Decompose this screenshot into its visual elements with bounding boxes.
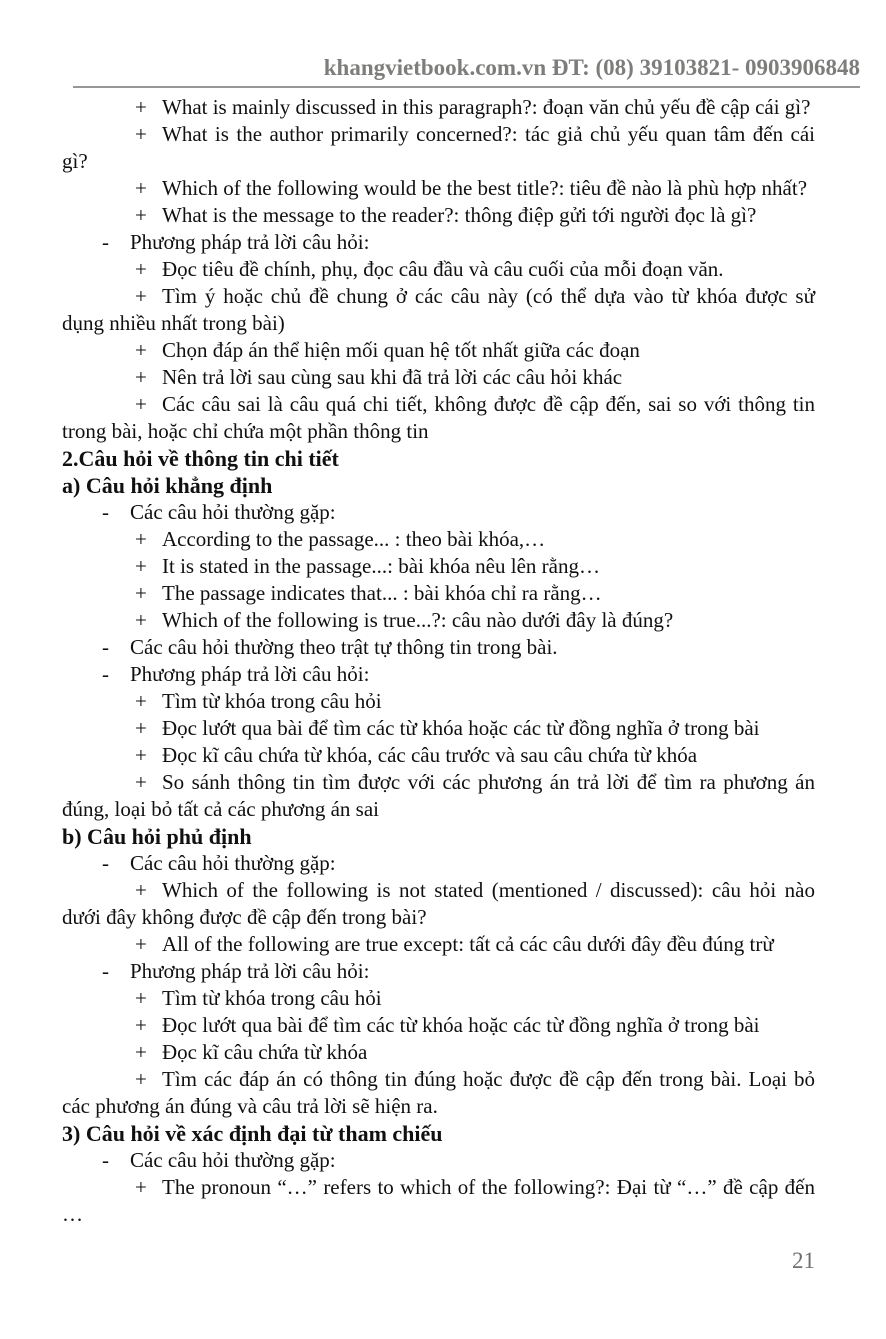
list-item (62, 94, 815, 121)
item-text: Which of the following is true...?: câu nào dưới đây là đúng? (162, 608, 674, 632)
bullet-marker: - (102, 1148, 109, 1172)
list-item (62, 337, 815, 364)
bullet-marker: - (102, 635, 109, 659)
item-text: Đọc tiêu đề chính, phụ, đọc câu đầu và câu cuối của mỗi đoạn văn. (162, 257, 724, 281)
list-item (62, 391, 815, 445)
bullet-marker: + (135, 770, 147, 794)
list-item (62, 931, 815, 958)
bullet-marker: + (135, 689, 147, 713)
item-text: Các câu sai là câu quá chi tiết, không được đề cập đến, sai so với thông tin trong bài, hoặc chỉ chứa một phần thông tin (62, 392, 815, 443)
item-text: According to the passage... : theo bài khóa,… (162, 527, 546, 551)
item-text: Phương pháp trả lời câu hỏi: (130, 230, 370, 254)
bullet-marker: + (135, 365, 147, 389)
list-item (62, 742, 815, 769)
item-text: Các câu hỏi thường theo trật tự thông tin trong bài. (130, 635, 558, 659)
item-text: It is stated in the passage...: bài khóa nêu lên rằng… (162, 554, 600, 578)
list-item (62, 553, 815, 580)
list-item (62, 1039, 815, 1066)
list-item (62, 634, 815, 661)
list-item (62, 256, 815, 283)
list-item (62, 1174, 815, 1228)
item-text: Đọc kĩ câu chứa từ khóa, các câu trước và sau câu chứa từ khóa (162, 743, 698, 767)
list-item (62, 769, 815, 823)
bullet-marker: + (135, 392, 147, 416)
list-item (62, 985, 815, 1012)
bullet-marker: + (135, 1013, 147, 1037)
list-item (62, 121, 815, 175)
item-text: Phương pháp trả lời câu hỏi: (130, 959, 370, 983)
bullet-marker: + (135, 1067, 147, 1091)
bullet-marker: + (135, 1040, 147, 1064)
bullet-marker: + (135, 743, 147, 767)
bullet-marker: + (135, 554, 147, 578)
item-text: a) Câu hỏi khẳng định (62, 473, 273, 498)
item-text: The passage indicates that... : bài khóa chỉ ra rằng… (162, 581, 602, 605)
bullet-marker: - (102, 662, 109, 686)
bullet-marker: + (135, 716, 147, 740)
list-item (62, 607, 815, 634)
section-heading (62, 1120, 815, 1147)
item-text: Which of the following would be the best title?: tiêu đề nào là phù hợp nhất? (162, 176, 808, 200)
item-text: So sánh thông tin tìm được với các phương án trả lời để tìm ra phương án đúng, loại bỏ tất cả các phương án sai (62, 770, 815, 821)
item-text: What is the author primarily concerned?: tác giả chủ yếu quan tâm đến cái gì? (62, 122, 815, 173)
item-text: 2.Câu hỏi về thông tin chi tiết (62, 446, 339, 471)
bullet-marker: + (135, 608, 147, 632)
list-item (62, 850, 815, 877)
item-text: Chọn đáp án thể hiện mối quan hệ tốt nhất giữa các đoạn (162, 338, 640, 362)
item-text: Các câu hỏi thường gặp: (130, 1148, 336, 1172)
item-text: Đọc lướt qua bài để tìm các từ khóa hoặc các từ đồng nghĩa ở trong bài (162, 716, 760, 740)
bullet-marker: + (135, 95, 147, 119)
item-text: Đọc kĩ câu chứa từ khóa (162, 1040, 368, 1064)
section-heading (62, 823, 815, 850)
header-divider (73, 86, 860, 88)
bullet-marker: + (135, 581, 147, 605)
list-item (62, 580, 815, 607)
list-item (62, 364, 815, 391)
bullet-marker: + (135, 203, 147, 227)
list-item (62, 229, 815, 256)
item-text: 3) Câu hỏi về xác định đại từ tham chiếu (62, 1121, 443, 1146)
list-item (62, 175, 815, 202)
list-item (62, 715, 815, 742)
item-text: Các câu hỏi thường gặp: (130, 500, 336, 524)
item-text: Tìm các đáp án có thông tin đúng hoặc được đề cập đến trong bài. Loại bỏ các phương án đúng và câu trả lời sẽ hiện ra. (62, 1067, 815, 1118)
bullet-marker: - (102, 230, 109, 254)
bullet-marker: + (135, 176, 147, 200)
bullet-marker: - (102, 851, 109, 875)
bullet-marker: + (135, 338, 147, 362)
page-number: 21 (792, 1248, 815, 1273)
bullet-marker: + (135, 284, 147, 308)
item-text: Tìm ý hoặc chủ đề chung ở các câu này (có thể dựa vào từ khóa được sử dụng nhiều nhất trong bài) (62, 284, 815, 335)
bullet-marker: + (135, 527, 147, 551)
bullet-marker: + (135, 932, 147, 956)
page-header (73, 55, 860, 81)
list-item (62, 958, 815, 985)
list-item (62, 283, 815, 337)
list-item (62, 1066, 815, 1120)
bullet-marker: + (135, 986, 147, 1010)
list-item (62, 499, 815, 526)
item-text: The pronoun “…” refers to which of the following?: Đại từ “…” đề cập đến … (62, 1175, 815, 1226)
item-text: Which of the following is not stated (mentioned / discussed): câu hỏi nào dưới đây không được đề cập đến trong bài? (62, 878, 815, 929)
item-text: b) Câu hỏi phủ định (62, 824, 252, 849)
item-text: Tìm từ khóa trong câu hỏi (162, 689, 382, 713)
bullet-marker: + (135, 257, 147, 281)
item-text: What is the message to the reader?: thông điệp gửi tới người đọc là gì? (162, 203, 757, 227)
list-item (62, 202, 815, 229)
bullet-marker: + (135, 122, 147, 146)
bullet-marker: - (102, 500, 109, 524)
item-text: Phương pháp trả lời câu hỏi: (130, 662, 370, 686)
bullet-marker: + (135, 1175, 147, 1199)
list-item (62, 688, 815, 715)
item-text: Các câu hỏi thường gặp: (130, 851, 336, 875)
item-text: Đọc lướt qua bài để tìm các từ khóa hoặc các từ đồng nghĩa ở trong bài (162, 1013, 760, 1037)
bullet-marker: + (135, 878, 147, 902)
item-text: What is mainly discussed in this paragraph?: đoạn văn chủ yếu đề cập cái gì? (162, 95, 811, 119)
list-item (62, 661, 815, 688)
list-item (62, 1012, 815, 1039)
item-text: All of the following are true except: tất cả các câu dưới đây đều đúng trừ (162, 932, 774, 956)
list-item (62, 1147, 815, 1174)
item-text: Tìm từ khóa trong câu hỏi (162, 986, 382, 1010)
section-heading (62, 445, 815, 472)
list-item (62, 526, 815, 553)
item-text: Nên trả lời sau cùng sau khi đã trả lời các câu hỏi khác (162, 365, 623, 389)
section-heading (62, 472, 815, 499)
page-content (62, 94, 815, 1228)
list-item (62, 877, 815, 931)
bullet-marker: - (102, 959, 109, 983)
header-site-info: khangvietbook.com.vn ĐT: (08) 39103821- 0903906848 (323, 55, 860, 80)
